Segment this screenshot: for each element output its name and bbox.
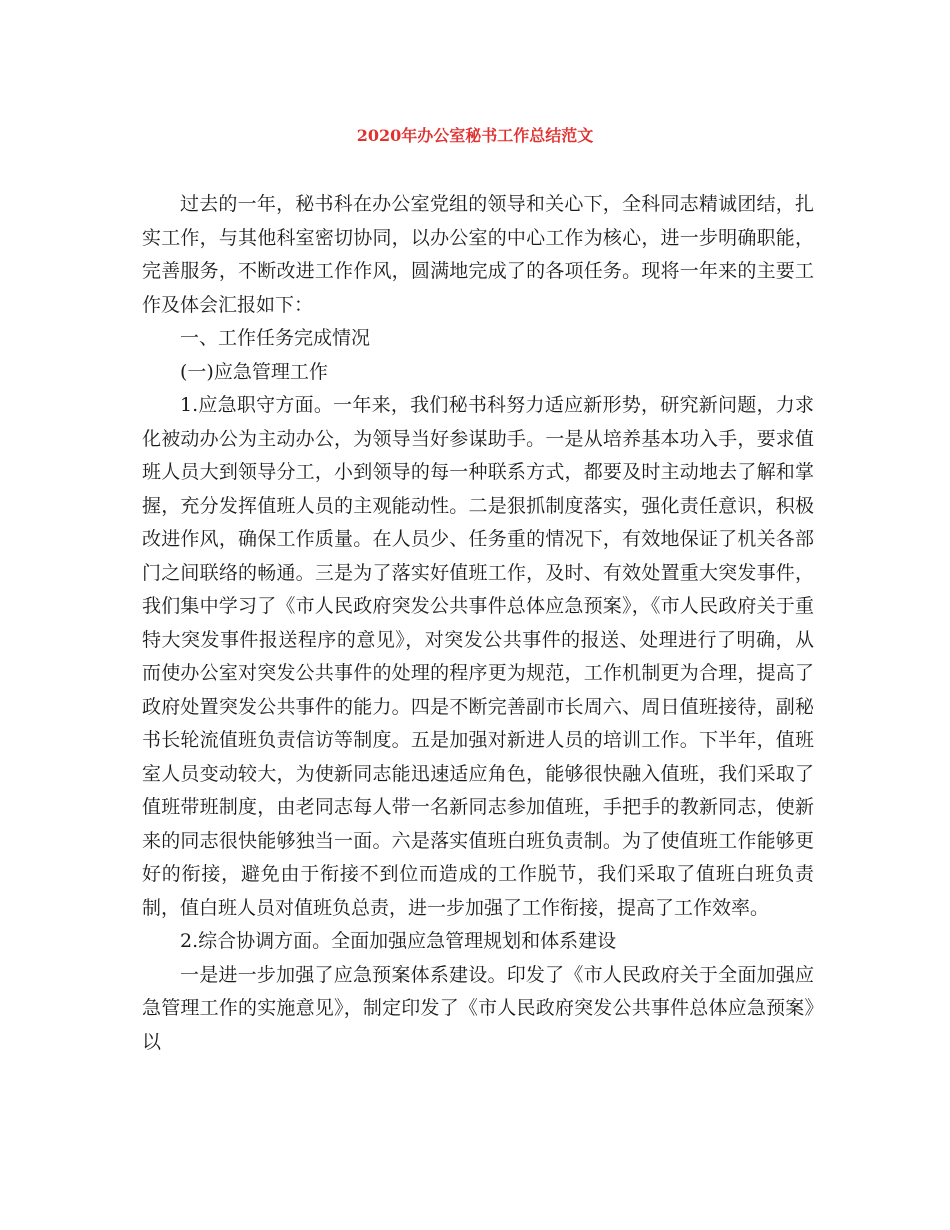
document-body (142, 188, 814, 1059)
paragraph-coordination-heading: 2.综合协调方面。全面加强应急管理规划和体系建设 (180, 930, 617, 952)
subsection-heading: (一)应急管理工作 (180, 360, 328, 383)
paragraph-plan-system: 一是进一步加强了应急预案体系建设。印发了《市人民政府关于全面加强应急管理工作的实施意见》，制定印发了《市人民政府突发公共事件总体应急预案》以 (142, 963, 814, 1053)
paragraph-emergency-duty: 1.应急职守方面。一年来，我们秘书科努力适应新形势，研究新问题，力求化被动办公为主动办公，为领导当好参谋助手。一是从培养基本功入手，要求值班人员大到领导分工，小到领导的每一种联系方式，都要及时主动地去了解和掌握，充分发挥值班人员的主观能动性。二是狠抓制度落实，强化责任意识，积极改进作风，确保工作质量。在人员少、任务重的情况下，有效地保证了机关各部门之间联络的畅通。三是为了落实好值班工作，及时、有效处置重大突发事件，我们集中学习了《市人民政府突发公共事件总体应急预案》，《市人民政府关于重特大突发事件报送程序的意见》，对突发公共事件的报送、处理进行了明确，从而使办公室对突发公共事件的处理的程序更为规范，工作机制更为合理，提高了政府处置突发公共事件的能力。四是不断完善副市长周六、周日值班接待，副秘书长轮流值班负责信访等制度。五是加强对新进人员的培训工作。下半年，值班室人员变动较大，为使新同志能迅速适应角色，能够很快融入值班，我们采取了值班带班制度，由老同志每人带一名新同志参加值班，手把手的教新同志，使新来的同志很快能够独当一面。六是落实值班白班负责制。为了使值班工作能够更好的衔接，避免由于衔接不到位而造成的工作脱节，我们采取了值班白班负责制，值白班人员对值班负总责，进一步加强了工作衔接，提高了工作效率。 (142, 394, 814, 919)
paragraph-intro: 过去的一年，秘书科在办公室党组的领导和关心下，全科同志精诚团结，扎实工作，与其他科室密切协同，以办公室的中心工作为核心，进一步明确职能，完善服务，不断改进工作作风，圆满地完成了的各项任务。现将一年来的主要工作及体会汇报如下： (142, 193, 814, 316)
document-title: 2020年办公室秘书工作总结范文 (356, 126, 594, 145)
section-heading: 一、工作任务完成情况 (180, 327, 371, 349)
